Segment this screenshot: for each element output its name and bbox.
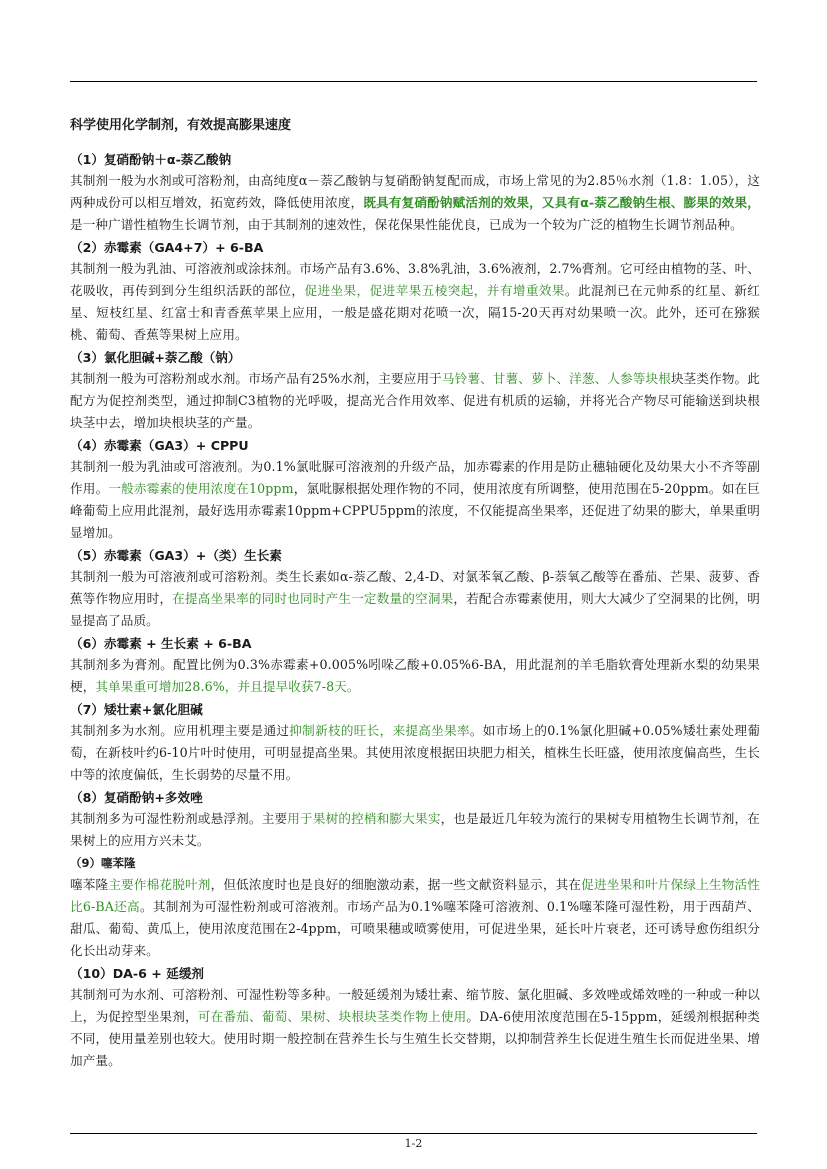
highlighted-text: 主要作棉花脱叶剂: [108, 877, 211, 892]
highlighted-text: 其单果重可增加28.6%，并且提早收获7-8天。: [95, 679, 360, 694]
text-run: ，若配合赤霉素使用，则大大减少了空洞果的比例，明显提高了品质。: [70, 591, 760, 628]
text-run: ，氯吡脲根据处理作物的不同，使用浓度有所调整，使用范围在5-20ppm。如在巨峰葡萄上应用此混剂，最好选用赤霉素10ppm+CPPU5ppm的浓度，不仅能提高坐果率，还促进了幼果的膨大，单果重明显增加。: [70, 481, 760, 540]
section-paragraph: [70, 654, 760, 698]
section-heading: （2）赤霉素（GA4+7）+ 6-BA: [70, 240, 264, 255]
section-heading: （8）复硝酚钠+多效唑: [70, 790, 203, 805]
highlighted-text: 促进坐果和叶片保绿上生物活性比6-BA还高: [70, 877, 760, 914]
highlighted-text: 一般赤霉素的使用浓度在10ppm: [108, 481, 294, 496]
section-paragraph: [70, 258, 760, 346]
bottom-rule: [70, 1133, 757, 1134]
text-run: 其制剂多为水剂。应用机理主要是通过: [70, 723, 290, 738]
section-paragraph: [70, 984, 760, 1072]
sections-container: [70, 149, 760, 1072]
section-paragraph: [70, 170, 760, 236]
highlighted-text: 在提高坐果率的同时也同时产生一定数量的空洞果: [172, 591, 454, 606]
top-rule: [70, 81, 757, 82]
document-body: [70, 116, 760, 1073]
section-heading: （10）DA-6 + 延缓剂: [70, 966, 205, 981]
section-paragraph: [70, 720, 760, 786]
text-run: 是一种广谱性植物生长调节剂，由于其制剂的速效性，保花保果性能优良，已成为一个较为广泛的植物生长调节剂品种。: [70, 217, 743, 232]
text-run: 其制剂多为膏剂。配置比例为0.3%赤霉素+0.005%吲哚乙酸+0.05%6-BA，用此混剂的羊毛脂软膏处理新水梨的幼果果梗，: [70, 657, 760, 694]
section-paragraph: [70, 808, 760, 852]
section-heading: （9）噻苯隆: [70, 856, 136, 870]
highlighted-text: 促进坐果，促进苹果五棱突起，并有增重效果: [304, 283, 565, 298]
text-run: 。DA-6使用浓度范围在5-15ppm，延缓剂根据种类不同，使用量差别也较大。使用时期一般控制在营养生长与生殖生长交替期，以抑制营养生长促进生殖生长而促进坐果、增加产量。: [70, 1009, 761, 1068]
text-run: 其制剂一般为乳油、可溶液剂或涂抹剂。市场产品有3.6%、3.8%乳油，3.6%液剂，2.7%膏剂。它可经由植物的茎、叶、花吸收，再传到到分生组织活跃的部位，: [70, 261, 760, 298]
section-heading: （4）赤霉素（GA3）+ CPPU: [70, 438, 249, 453]
text-run: 其制剂一般为水剂或可溶粉剂，由高纯度α－萘乙酸钠与复硝酚钠复配而成，市场上常见的为2.85％水剂（1.8：1.05），这两种成份可以相互增效，拓宽药效，降低使用浓度，: [70, 173, 760, 210]
page-number: 1-2: [404, 1137, 423, 1150]
highlighted-text: 既具有复硝酚钠赋活剂的效果，又具有α-萘乙酸钠生根、膨果的效果，: [363, 195, 760, 210]
text-run: 块茎类作物。此配方为促控剂类型，通过抑制C3植物的光呼吸，提高光合作用效率、促进有机质的运输，并将光合产物尽可能输送到块根块茎中去，增加块根块茎的产量。: [70, 371, 760, 430]
text-run: 其制剂一般为可溶粉剂或水剂。市场产品有25%水剂，主要应用于: [70, 371, 442, 386]
section-paragraph: [70, 566, 760, 632]
highlighted-text: 马铃薯、甘薯、萝卜、洋葱、人参等块根: [441, 371, 671, 386]
section-paragraph: [70, 874, 760, 962]
text-run: 其制剂一般为乳油或可溶液剂。为0.1%氯吡脲可溶液剂的升级产品，加赤霉素的作用是防止穗轴硬化及幼果大小不齐等副作用。: [70, 459, 760, 496]
section-paragraph: [70, 456, 760, 544]
text-run: 其制剂多为可湿性粉剂或悬浮剂。主要: [70, 811, 288, 826]
text-run: 其制剂可为水剂、可溶粉剂、可湿性粉等多种。一般延缓剂为矮壮素、缩节胺、氯化胆碱、多效唑或烯效唑的一种或一种以上，为促控型坐果剂，: [70, 987, 760, 1024]
text-run: 噻苯隆: [70, 877, 109, 892]
section-heading: （3）氯化胆碱+萘乙酸（钠）: [70, 350, 241, 365]
text-run: 。如市场上的0.1%氯化胆碱+0.05%矮壮素处理葡萄，在新枝叶约6-10片叶时使用，可明显提高坐果。其使用浓度根据田块肥力相关，植株生长旺盛，使用浓度偏高些，生长中等的浓度偏低，生长弱势的尽量不用。: [70, 723, 761, 782]
text-run: ，但低浓度时也是良好的细胞激动素，据一些文献资料显示，其在: [210, 877, 582, 892]
text-run: ，也是最近几年较为流行的果树专用植物生长调节剂，在果树上的应用方兴未艾。: [70, 811, 761, 848]
section-heading: （1）复硝酚钠＋α-萘乙酸钠: [70, 152, 232, 167]
section-heading: （6）赤霉素 + 生长素 + 6-BA: [70, 636, 252, 651]
highlighted-text: 抑制新枝的旺长，来提高坐果率: [289, 723, 470, 738]
text-run: 其制剂一般为可溶液剂或可溶粉剂。类生长素如α-萘乙酸、2,4-D、对氯苯氧乙酸、β-萘氧乙酸等在番茄、芒果、菠萝、香蕉等作物应用时，: [70, 569, 760, 606]
highlighted-text: 可在番茄、葡萄、果树、块根块茎类作物上使用: [197, 1009, 467, 1024]
text-run: 。此混剂已在元帅系的红星、新红星、短枝红星、红富士和青香蕉苹果上应用，一般是盛花期对花喷一次，隔15-20天再对幼果喷一次。此外，还可在猕猴桃、葡萄、香蕉等果树上应用。: [70, 283, 760, 342]
section-heading: （5）赤霉素（GA3）+（类）生长素: [70, 548, 282, 563]
document-title: 科学使用化学制剂，有效提高膨果速度: [70, 118, 292, 133]
text-run: 。其制剂为可湿性粉剂或可溶液剂。市场产品为0.1%噻苯隆可溶液剂、0.1%噻苯隆可湿性粉，用于西葫芦、甜瓜、葡萄、黄瓜上，使用浓度范围在2-4ppm，可喷果穗或喷雾使用，可促进坐果，延长叶片衰老，还可诱导愈伤组织分化长出动芽来。: [70, 899, 760, 958]
section-paragraph: [70, 368, 760, 434]
highlighted-text: 用于果树的控梢和膨大果实: [287, 811, 441, 826]
section-heading: （7）矮壮素+氯化胆碱: [70, 702, 203, 717]
